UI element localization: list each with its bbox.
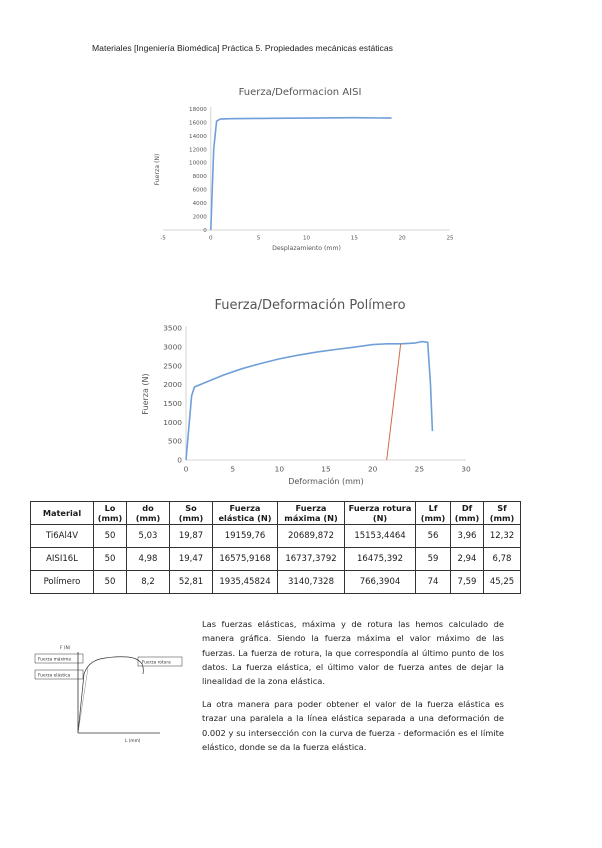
paragraph-1: Las fuerzas elásticas, máxima y de rotura las hemos calculado de manera gráfica. Siendo la fuerza máxima el valor máximo de las fuerzas. La fuerza de rotura, la que correspondía al último punto de los datos. La fuerza elástica, el último valor de fuerza antes de dejar la linealidad de la zona elástica. <box>202 619 504 687</box>
table-cell: 5,03 <box>127 525 170 548</box>
table-cell: 52,81 <box>170 571 213 594</box>
x-tick-label: 5 <box>256 235 261 242</box>
x-tick-label: 0 <box>183 464 189 474</box>
table-header-cell: So (mm) <box>170 502 213 525</box>
table-row <box>31 525 521 548</box>
chart-2-polimero <box>130 318 490 493</box>
table-cell: 50 <box>94 571 127 594</box>
sketch-label-y: F (N) <box>60 646 71 651</box>
table-cell: 19,87 <box>170 525 213 548</box>
y-tick-label: 1000 <box>163 417 182 427</box>
sketch-label-x: L (mm) <box>125 739 141 744</box>
y-tick-label: 8000 <box>192 174 207 181</box>
chart-2-title: Fuerza/Deformación Polímero <box>214 298 406 313</box>
table-header-cell: Lf (mm) <box>416 502 451 525</box>
y-tick-label: 0 <box>203 227 207 234</box>
table-header-cell: do (mm) <box>127 502 170 525</box>
y-tick-label: 2500 <box>163 361 182 371</box>
x-axis-title: Desplazamiento (mm) <box>272 245 341 253</box>
chart-1-title: Fuerza/Deformacion AISI <box>238 87 362 98</box>
y-tick-label: 2000 <box>163 380 182 390</box>
table-cell: 7,59 <box>451 571 484 594</box>
table-cell: 16737,3792 <box>278 548 345 571</box>
table-cell: 4,98 <box>127 548 170 571</box>
chart-1-aisi <box>140 100 480 260</box>
table-cell: 20689,872 <box>278 525 345 548</box>
series-line-1 <box>211 118 392 230</box>
table-header-cell: Lo (mm) <box>94 502 127 525</box>
table-cell: 16475,392 <box>345 548 416 571</box>
table-cell: 1935,45824 <box>213 571 278 594</box>
x-tick-label: 20 <box>398 235 406 242</box>
x-tick-label: 10 <box>302 235 311 242</box>
x-tick-label: -5 <box>160 235 166 242</box>
x-tick-label: 25 <box>446 235 454 242</box>
series-line-2 <box>387 344 401 460</box>
table-cell: 56 <box>416 525 451 548</box>
sketch-label-max: Fuerza máxima <box>38 657 71 663</box>
table-cell: Polímero <box>31 571 94 594</box>
table-cell: 19,47 <box>170 548 213 571</box>
table-header-row <box>31 502 521 525</box>
table-cell: AISI16L <box>31 548 94 571</box>
sketch-diagram <box>30 638 200 748</box>
y-tick-label: 0 <box>177 455 182 465</box>
table-row <box>31 548 521 571</box>
table-cell: 59 <box>416 548 451 571</box>
table-header-cell: Fuerza elástica (N) <box>213 502 278 525</box>
x-tick-label: 10 <box>274 464 285 474</box>
y-tick-label: 4000 <box>192 201 207 208</box>
table-cell: 766,3904 <box>345 571 416 594</box>
table-cell: 8,2 <box>127 571 170 594</box>
table-cell: 74 <box>416 571 451 594</box>
x-tick-label: 15 <box>321 464 331 474</box>
table-cell: 3140,7328 <box>278 571 345 594</box>
table-cell: 6,78 <box>484 548 521 571</box>
table-header-cell: Df (mm) <box>451 502 484 525</box>
y-axis-title: Fuerza (N) <box>154 153 161 186</box>
table-header-cell: Sf (mm) <box>484 502 521 525</box>
table-cell: 2,94 <box>451 548 484 571</box>
y-tick-label: 2000 <box>192 214 207 221</box>
table-cell: 19159,76 <box>213 525 278 548</box>
y-tick-label: 10000 <box>189 160 207 167</box>
x-tick-label: 30 <box>461 464 471 474</box>
paragraph-2: La otra manera para poder obtener el valor de la fuerza elástica es trazar una paralela a la línea elástica separada a una deformación de 0.002 y su intersección con la curva de fuerza - deformación es el límite elástico, donde se da la fuerza elástica. <box>202 699 504 752</box>
y-tick-label: 16000 <box>189 120 207 127</box>
sketch-label-rotura: Fuerza rotura <box>142 660 171 666</box>
series-line-1 <box>186 342 432 460</box>
table-cell: 50 <box>94 548 127 571</box>
table-cell: Ti6Al4V <box>31 525 94 548</box>
y-tick-label: 1500 <box>163 399 182 409</box>
table-cell: 16575,9168 <box>213 548 278 571</box>
page-header: Materiales [Ingeniería Biomédica] Práctica 5. Propiedades mecánicas estáticas <box>92 43 393 53</box>
x-tick-label: 25 <box>414 464 425 474</box>
table-cell: 15153,4464 <box>345 525 416 548</box>
y-tick-label: 18000 <box>189 106 207 113</box>
table-header-cell: Material <box>31 502 94 525</box>
table-cell: 50 <box>94 525 127 548</box>
x-axis-title: Deformación (mm) <box>288 476 364 486</box>
x-tick-label: 20 <box>367 464 378 474</box>
y-axis-title: Fuerza (N) <box>141 373 150 415</box>
y-tick-label: 3500 <box>163 323 182 333</box>
table-cell: 45,25 <box>484 571 521 594</box>
y-tick-label: 14000 <box>189 133 207 140</box>
table-header-cell: Fuerza rotura (N) <box>345 502 416 525</box>
x-tick-label: 15 <box>350 235 358 242</box>
table-cell: 12,32 <box>484 525 521 548</box>
x-tick-label: 5 <box>230 464 236 474</box>
y-tick-label: 500 <box>167 436 182 446</box>
y-tick-label: 3000 <box>163 342 182 352</box>
sketch-label-elastic: Fuerza elástica <box>38 673 71 679</box>
table-row <box>31 571 521 594</box>
y-tick-label: 12000 <box>189 147 207 154</box>
properties-table <box>30 501 521 594</box>
x-tick-label: 0 <box>209 235 213 242</box>
table-cell: 3,96 <box>451 525 484 548</box>
y-tick-label: 6000 <box>192 187 207 194</box>
table-header-cell: Fuerza máxima (N) <box>278 502 345 525</box>
